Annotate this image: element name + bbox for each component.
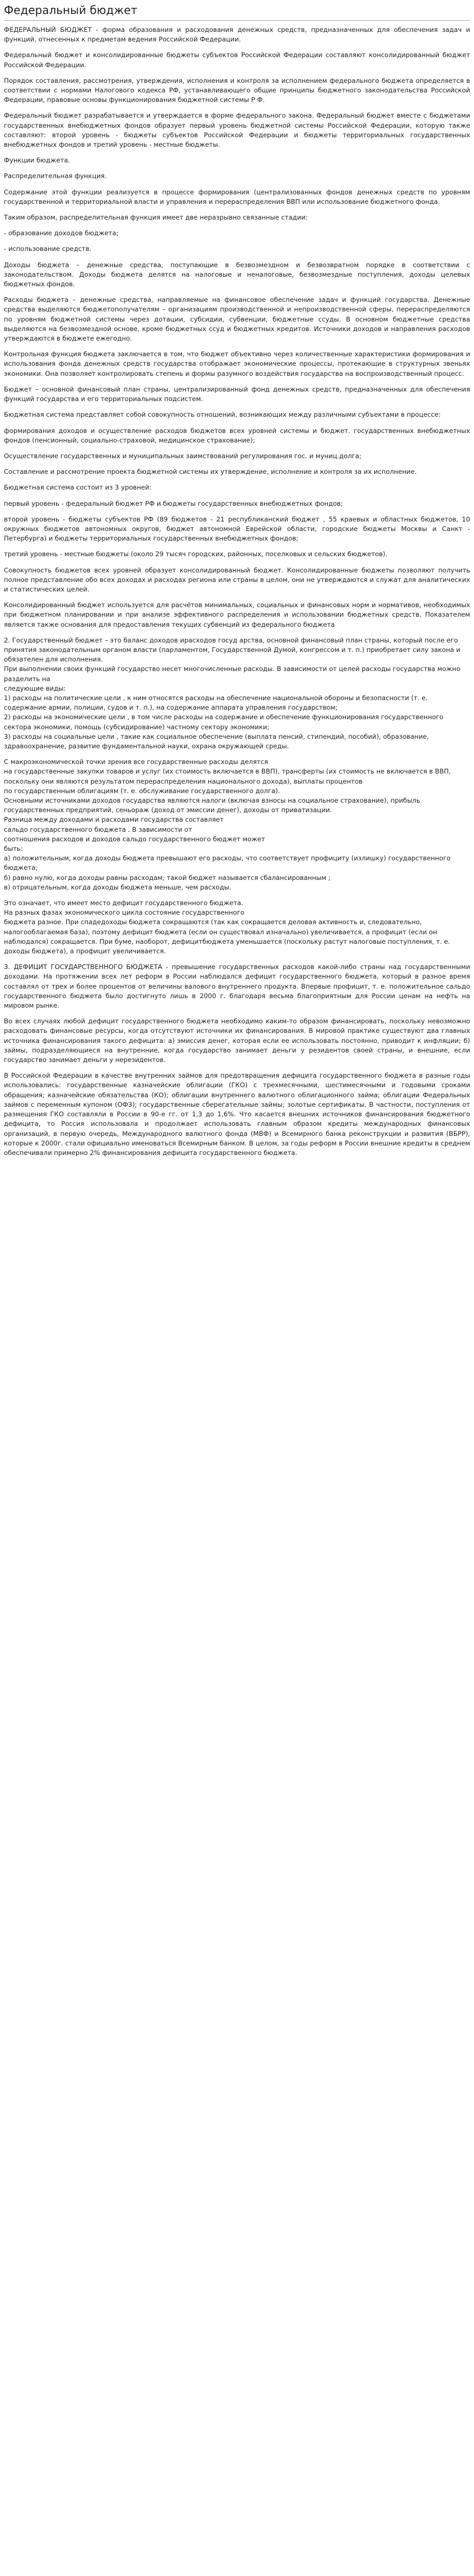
paragraph: Контрольная функция бюджета заключается в том, что бюджет объективно через количественные характеристики формирования и использования фонда денежных средств государства отображает экономические процессы, протекающие в структурных звеньях экономики. Она позволяет контролировать степень и формы разумного воздействия государства на воспроизводственный процесс. <box>4 350 470 378</box>
paragraph: В Российской Федерации в качестве внутренних займов для предотвращения дефицита государственного бюджета в разные годы использовались: государственные казначейские облигации (ГКО) с трехмесячными, шестимесячными и годовыми сроками обращения; казначейские обязательства (КО); облигации внутреннего валютного облигационного займа; облигации Федеральных займов с переменным купоном (ОФЗ); государственные сберегательные займы; золотые сертификаты. В частности, поступления от размещения ГКО составляли в России в 90-е гг. от 1,3 до 1,6%. Что касается внешних источников финансирования бюджетного дефицита, то Россия использовала и продолжает использовать главным образом кредиты международных финансовых организаций, в первую очередь, Международного валютного фонда (МВФ) и Всемирного банка реконструкции и развития (ВБРР), которые к 2000г. стали официально именоваться Всемирным банком. В целом, за годы реформ в России внешние кредиты в среднем обеспечивали примерно 2% финансирования дефицита государственного бюджета. <box>4 1072 470 1157</box>
paragraph: Осуществление государственных и муниципальных заимствований регулирования гос. и муниц.долга; <box>4 451 362 460</box>
paragraph: Совокупность бюджетов всех уровней образует консолидированный бюджет. Консолидированные бюджеты позволяют получить полное представление обо всех доходах и расходах региона или страны в целом, они не утверждаются и служат для аналитических и статистических целей. <box>4 566 470 593</box>
paragraph: 2. Государственный бюджет – это баланс доходов ирасходов госуд арства, основной финансовый план страны, который после его принятия законодательным органом власти (парламентом, Государственной Думой, конгрессом и т. п.) приобретает силу закона и обязателен для исполнения. При выполнении своих функций государство несет многочисленные расходы. В зависимости от целей расходы государства можно разделить на следующие виды: 1) расходы на политические цели , к ним относятся расходы на обеспечение национальной обороны и безопасности (т. е. содержание армии, полиции, судов и т. п.), на содержание аппарата управления государством; 2) расходы на экономические цели , в том числе расходы на содержание и обеспечение функционирования государственного сектора экономики, помощь (субсидирование) частному сектору экономики; 3) расходы на социальные цели , такие как социальное обеспечение (выплата пенсий, стипендий, пособий), образование, здравоохранение, развитие фундаментальной науки, охрана окружающей среды. <box>4 636 461 750</box>
paragraph: Бюджетная система состоит из 3 уровней: <box>4 483 152 492</box>
paragraph: Функции бюджета. <box>4 156 71 165</box>
paragraph: Порядок составления, рассмотрения, утверждения, исполнения и контроля за исполнением федерального бюджета определяется в соответствии с нормами Налогового кодекса РФ, устанавливающего общие принципы бюджетного законодательства Российской Федерации, правовые основы функционирования бюджетной системы Р Ф. <box>4 76 470 104</box>
paragraph: С макроэкономической точки зрения все государственные расходы делятся на государственные закупки товаров и услуг (их стоимость включается в ВВП), трансферты (их стоимость не включается в ВВП, поскольку они являются результатом перераспределения национального дохода), выплаты процентов по государственным облигациям (т. е. обслуживание государственного долга). Основными источниками доходов государства являются налоги (включая взносы на социальное страхование), прибыль государственных предприятий, сеньораж (доход от эмиссии денег), доходы от приватизации. Разница между доходами и расходами государства составляет сальдо государственного бюджета . В зависимости от соотношения расходов и доходов сальдо государственного бюджет может быть: а) положительным, когда доходы бюджета превышают его расходы, что соответствует профициту (излишку) государственного бюджета; б) равно нулю, когда доходы равны расходам; такой бюджет называется сбалансированным ; в) отрицательным, когда доходы бюджета меньше, чем расходы. <box>4 758 451 891</box>
paragraph: Распределительная функция. <box>4 172 107 180</box>
paragraph: Бюджетная система представляет собой совокупность отношений, возникающих между различными субъектами в процессе: <box>4 411 441 419</box>
paragraph: ФЕДЕРАЛЬНЫЙ БЮДЖЕТ - форма образования и расходования денежных средств, предназначенных для обеспечения задач и функций, отнесенных к предметам ведения Российской Федерации. <box>4 26 470 44</box>
paragraph: второй уровень - бюджеты субъектов РФ (89 бюджетов - 21 республиканский бюджет , 55 краевых и областных бюджетов, 10 окружных бюджетов автономных округов, бюджет автономной Еврейской области, городские бюджеты Москвы и Санкт - Петербурга) и бюджеты территориальных государственных внебюджетных фондов; <box>4 515 470 543</box>
article <box>0 0 474 1170</box>
paragraph: Расходы бюджета – денежные средства, направляемые на финансовое обеспечение задач и функций государства. Денежные средства выделяются бюджетополучателям – организациям производственной и непроизводственной сферы, перераспределяются по уровням бюджетной системы через дотации, субсидии, субвенции, бюджетные ссуды. В основном бюджетные средства выделяются на безвозмездной основе, кроме бюджетных ссуд и бюджетных кредитов. Источники доходов и направления расходов утверждаются в бюджете ежегодно. <box>4 296 470 343</box>
title-divider <box>4 20 470 21</box>
paragraph: Доходы бюджета – денежные средства, поступающие в безвозмездном и безвозвратном порядке в соответствии с законодательством. Доходы бюджета делятся на налоговые и неналоговые, безвозмездные поступления, доходы целевых бюджетных фондов. <box>4 260 470 288</box>
paragraph: Бюджет – основной финансовый план страны, централизированный фонд денежных средств, предназначенных для обеспечения функций государства и его территориальных подсистем. <box>4 385 470 403</box>
paragraph: первый уровень - федеральный бюджет РФ и бюджеты государственных внебюджетных фондов; <box>4 499 343 507</box>
paragraph: Составление и рассмотрение проекта бюджетной системы их утверждение, исполнение и контроля за их исполнение. <box>4 468 417 476</box>
paragraph: Консолидированный бюджет используется для расчётов минимальных, социальных и финансовых норм и нормативов, необходимых при бюджетном планировании и при анализе эффективного распределения и использовании бюджетных средств. Показателем является также основания для предоставления текущих субвенций из федерального бюджета <box>4 601 470 628</box>
paragraph: Федеральный бюджет и консолидированные бюджеты субъектов Российской Федерации составляют консолидированный бюджет Российской Федерации. <box>4 51 470 69</box>
paragraph: Содержание этой функции реализуется в процессе формирования (централизованных фондов денежных средств по уровням государственной и территориальной власти и управления и перераспределения ВВП или использование бюджетного фонда. <box>4 188 470 206</box>
page-title: Федеральный бюджет <box>4 3 138 17</box>
paragraph: третий уровень - местные бюджеты (около 29 тысяч городских, районных, поселковых и сельских бюджетов). <box>4 550 388 558</box>
paragraph: - использование средств. <box>4 245 92 253</box>
paragraph: - образование доходов бюджета; <box>4 229 119 237</box>
paragraph: Это означает, что имеет место дефицит государственного бюджета. На разных фазах экономического цикла состояние государственного бюджета разное. При спадедоходы бюджета сокращаются (так как сокращается деловая активность и, следовательно, налогооблагаемая база), поэтому дефицит бюджета (если он существовал изначально) увеличивается, а профицит (если он наблюдался) сокращается. При буме, наоборот, дефицитбюджета уменьшается (поскольку растут налоговые поступления, т. е. доходы бюджета), а профицит увеличивается. <box>4 899 450 956</box>
paragraph: Таким образом, распределительная функция имеет две неразрывно связанные стадии: <box>4 213 308 222</box>
paragraph: Во всех случаях любой дефицит государственного бюджета необходимо каким-то образом финансировать, поскольку невозможно расходовать финансовые ресурсы, когда отсутствуют источники их финансирования. В мировой практике существуют два главных источника финансирования такого дефицита: а) эмиссия денег, которая если ее использовать постоянно, приводит к инфляции; б) займы, подразделяющиеся на внутренние, когда государство занимает деньги у резидентов своей страны, и внешние, если государство занимает деньги у нерезидентов. <box>4 1017 470 1064</box>
paragraph: формирования доходов и осуществление расходов бюджетов всех уровней системы и бюджет. государственных внебюджетных фондов (пенсионный, социально-страховой, медицинское страхование); <box>4 426 470 444</box>
paragraph: Федеральный бюджет разрабатывается и утверждается в форме федерального закона. Федеральный бюджет вместе с бюджетами государственных внебюджетных фондов образует первый уровень бюджетной системы Российской Федерации, которую также составляют: второй уровень - бюджеты субъектов Российской Федерации и бюджеты территориальных государственных внебюджетных фондов и третий уровень - местные бюджеты. <box>4 111 470 149</box>
article-body <box>4 25 470 1158</box>
paragraph: 3. ДЕФИЦИТ ГОСУДАРСТВЕННОГО БЮДЖЕТА - превышение государственных расходов какой-либо страны над государственными доходами. На протяжении всех лет реформ в России наблюдался дефицит государственного бюджета, который в разное время составлял от трех и более процентов от величины валового внутреннего продукта. Впервые профицит, т. е. положительное сальдо государственного бюджета было достигнуто лишь в 2000 г. благодаря весьма благоприятным для России ценам на нефть на мировом рынке. <box>4 963 470 1010</box>
